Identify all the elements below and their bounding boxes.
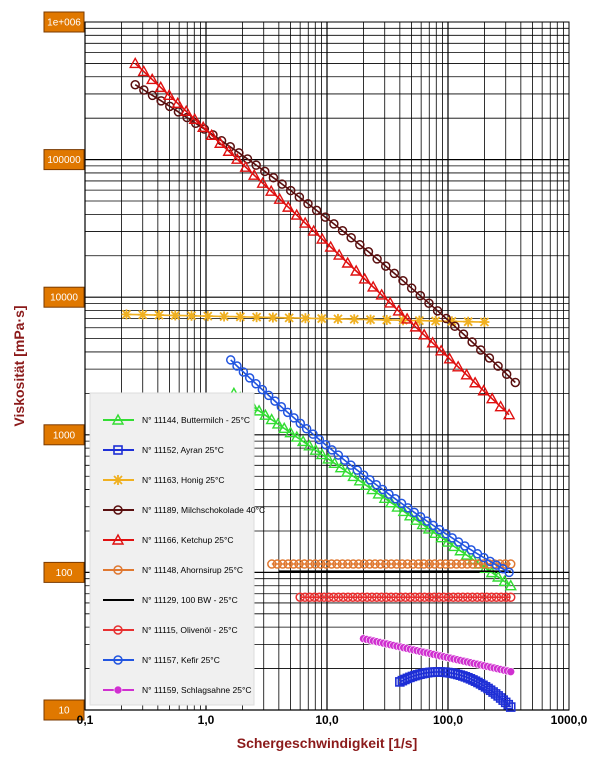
legend-label: N° 11144, Buttermilch - 25°C bbox=[142, 415, 251, 425]
x-tick-label: 1000,0 bbox=[550, 713, 588, 727]
y-tick-label: 1000 bbox=[52, 430, 76, 442]
data-point bbox=[463, 317, 473, 327]
legend-item bbox=[103, 475, 225, 485]
data-point bbox=[300, 313, 310, 323]
y-tick-label: 10000 bbox=[50, 292, 78, 304]
data-point bbox=[382, 315, 392, 325]
data-point bbox=[333, 314, 343, 324]
y-tick-label: 100000 bbox=[47, 155, 81, 167]
data-point bbox=[203, 311, 213, 321]
data-point bbox=[187, 311, 197, 321]
legend-label: N° 11189, Milchschokolade 40°C bbox=[142, 505, 266, 515]
y-tick-label: 100 bbox=[55, 567, 73, 579]
data-point bbox=[154, 310, 164, 320]
x-tick-label: 10,0 bbox=[315, 713, 339, 727]
data-point bbox=[479, 317, 489, 327]
data-point bbox=[268, 313, 278, 323]
data-point bbox=[235, 312, 245, 322]
data-point bbox=[366, 315, 376, 325]
legend-label: N° 11129, 100 BW - 25°C bbox=[142, 595, 238, 605]
x-tick-label: 100,0 bbox=[432, 713, 464, 727]
x-tick-label: 1,0 bbox=[197, 713, 215, 727]
legend-label: N° 11148, Ahornsirup 25°C bbox=[142, 565, 243, 575]
legend-label: N° 11152, Ayran 25°C bbox=[142, 445, 224, 455]
data-point bbox=[349, 314, 359, 324]
legend-item bbox=[103, 655, 220, 665]
legend-label: N° 11166, Ketchup 25°C bbox=[142, 535, 234, 545]
data-point bbox=[317, 314, 327, 324]
data-point bbox=[507, 668, 515, 676]
x-axis-label: Schergeschwindigkeit [1/s] bbox=[236, 735, 418, 751]
data-point bbox=[170, 310, 180, 320]
data-point bbox=[431, 316, 441, 326]
legend-item bbox=[103, 445, 224, 455]
legend-label: N° 11163, Honig 25°C bbox=[142, 475, 225, 485]
data-point bbox=[121, 309, 131, 319]
x-tick-label: 0,1 bbox=[76, 713, 94, 727]
y-tick-label: 10 bbox=[58, 705, 70, 717]
legend bbox=[90, 393, 265, 705]
data-point bbox=[138, 310, 148, 320]
y-axis-label: Viskosität [mPa·s] bbox=[11, 305, 27, 427]
data-point bbox=[219, 311, 229, 321]
data-point bbox=[414, 316, 424, 326]
y-tick-label: 1e+006 bbox=[47, 17, 81, 29]
data-point bbox=[284, 313, 294, 323]
legend-label: N° 11159, Schlagsahne 25°C bbox=[142, 685, 252, 695]
legend-label: N° 11157, Kefir 25°C bbox=[142, 655, 220, 665]
data-point bbox=[113, 475, 123, 485]
data-point bbox=[252, 312, 262, 322]
data-point bbox=[114, 686, 122, 694]
legend-label: N° 11115, Olivenöl - 25°C bbox=[142, 625, 238, 635]
